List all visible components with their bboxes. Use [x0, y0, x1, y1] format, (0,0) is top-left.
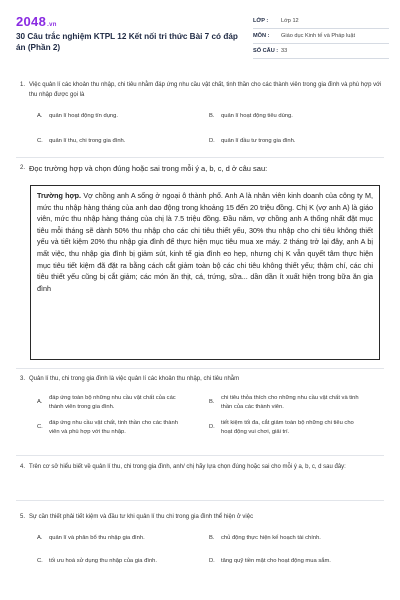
option-c[interactable] [37, 419, 189, 436]
option-text: quản lí và phân bổ thu nhập gia đình. [49, 535, 145, 541]
question-text: Sự cần thiết phải tiết kiệm và đầu tư khi quản lí thu chi trong gia đình thể hiện ở việc [29, 514, 254, 520]
question-text: Việc quản lí các khoản thu nhập, chi tiêu nhằm đáp ứng nhu cầu vật chất, tinh thần cho các thành viên trong gia đình và phù hợp với thu nhập được gọi là [29, 82, 382, 98]
option-label: A. [37, 535, 43, 541]
option-a[interactable] [37, 394, 189, 411]
option-a[interactable] [37, 112, 189, 121]
option-text: quản lí hoạt động tín dụng. [49, 113, 118, 119]
option-label: D. [209, 424, 215, 431]
option-text: tối ưu hoá sử dụng thu nhập của gia đình. [49, 558, 157, 564]
option-b[interactable] [209, 112, 361, 121]
option-label: B. [209, 113, 215, 119]
option-c[interactable] [37, 557, 189, 566]
case-body: Vợ chồng anh A sống ở ngoại ô thành phố. Anh A là nhân viên kinh doanh của công ty M, mức thu nhập hàng tháng của anh dao động trong khoảng 15 đến 20 triệu đồng. Chị K (vợ anh A) là giáo viên, mức thu nhập hàng tháng của chị là 7.5 triệu đồng. Đầu năm, vợ chồng anh A thống nhất đặt mục tiêu mỗi tháng sẽ dành 50% thu nhập cho các chi tiêu thiết yếu, 30% thu nhập cho chi tiêu không thiết yếu và tiết kiệm 20% thu nhập gia đình để thực hiện mục tiêu mua xe máy. 2 tháng trở lại đây, anh A bị mất việc, thu nhập gia đình bị giảm sút, kinh tế gia đình eo hẹp, nhưng chị K vẫn quyết tâm thực hiện mục tiêu tiết kiệm đã đặt ra bằng cách cắt giảm toàn bộ các chi tiêu không thiết yếu; thậm chí, các chi tiêu thiết yếu cũng bị cắt giảm; các món ăn thịt, cá, trứng, sữa... dần dần ít xuất hiện trong bữa ăn gia đình [37, 191, 373, 293]
meta-class-key: LỚP : [253, 18, 269, 24]
option-text: đáp ứng toàn bộ những nhu cầu vật chất của các thành viên trong gia đình. [49, 395, 176, 410]
divider [16, 500, 384, 501]
option-label: A. [37, 399, 43, 406]
option-text: quản lí hoạt động tiêu dùng. [221, 113, 293, 119]
meta-count-value: 33 [281, 48, 288, 54]
option-text: tiết kiệm tối đa, cắt giảm toàn bộ những chi tiêu cho hoạt động vui chơi, giải trí. [221, 420, 354, 435]
meta-subject-value: Giáo dục Kinh tế và Pháp luật [281, 33, 356, 39]
option-label: A. [37, 113, 43, 119]
option-label: C. [37, 138, 43, 144]
question-text: Quản lí thu, chi trong gia đình là việc quản lí các khoản thu nhập, chi tiêu nhằm [29, 376, 240, 382]
option-c[interactable] [37, 137, 189, 146]
meta-row-subject [253, 29, 389, 44]
logo-suffix: .vn [47, 22, 57, 28]
meta-count-key: SỐ CÂU : [253, 48, 279, 54]
option-label: B. [209, 399, 215, 406]
question-4 [16, 463, 388, 473]
divider [16, 157, 384, 158]
question-number: 5. [20, 514, 26, 520]
option-b[interactable] [209, 534, 361, 543]
case-title: Trường hợp. [37, 191, 82, 200]
logo-text: 2048 [16, 14, 47, 29]
option-label: C. [37, 558, 43, 564]
meta-subject-key: MÔN : [253, 33, 270, 39]
question-text: Trên cơ sở hiểu biết về quản lí thu, chi trong gia đình, anh/ chị hãy lựa chọn đúng hoặc sai cho mỗi ý a, b, c, d sau đây: [29, 464, 346, 470]
option-label: C. [37, 424, 43, 431]
option-d[interactable] [209, 137, 361, 146]
option-d[interactable] [209, 557, 361, 566]
question-number: 2. [20, 165, 26, 171]
document-title: 30 Câu trắc nghiệm KTPL 12 Kết nối tri thức Bài 7 có đáp án (Phần 2) [16, 32, 238, 52]
option-label: B. [209, 535, 215, 541]
site-logo[interactable] [16, 14, 57, 29]
option-text: tăng quỹ tiền mặt cho hoạt động mua sắm. [221, 558, 331, 564]
question-text: Đọc trường hợp và chọn đúng hoặc sai trong mỗi ý a, b, c, d ở câu sau: [29, 164, 268, 173]
question-number: 3. [20, 376, 26, 382]
option-text: đáp ứng nhu cầu vật chất, tinh thần cho các thành viên và phù hợp với thu nhập. [49, 420, 178, 435]
meta-row-class [253, 14, 389, 29]
option-text: quản lí đầu tư trong gia đình. [221, 138, 296, 144]
option-b[interactable] [209, 394, 361, 411]
divider [16, 455, 384, 456]
meta-row-count [253, 44, 389, 59]
option-text: quản lí thu, chi trong gia đình. [49, 138, 126, 144]
meta-table [253, 14, 389, 59]
question-number: 4. [20, 464, 26, 470]
option-label: D. [209, 138, 215, 144]
question-5 [16, 513, 388, 523]
option-text: chủ động thực hiện kế hoạch tài chính. [221, 535, 321, 541]
option-text: chi tiêu thỏa thích cho những nhu cầu vật chất và tinh thần của các thành viên. [221, 395, 359, 410]
divider [16, 368, 384, 369]
question-3 [16, 375, 388, 385]
option-a[interactable] [37, 534, 189, 543]
question-number: 1. [20, 82, 26, 88]
option-label: D. [209, 558, 215, 564]
document-header [0, 0, 400, 64]
question-1 [16, 81, 388, 100]
case-box [30, 185, 380, 360]
meta-class-value: Lớp 12 [281, 18, 299, 24]
option-d[interactable] [209, 419, 361, 436]
question-2 [16, 164, 388, 174]
